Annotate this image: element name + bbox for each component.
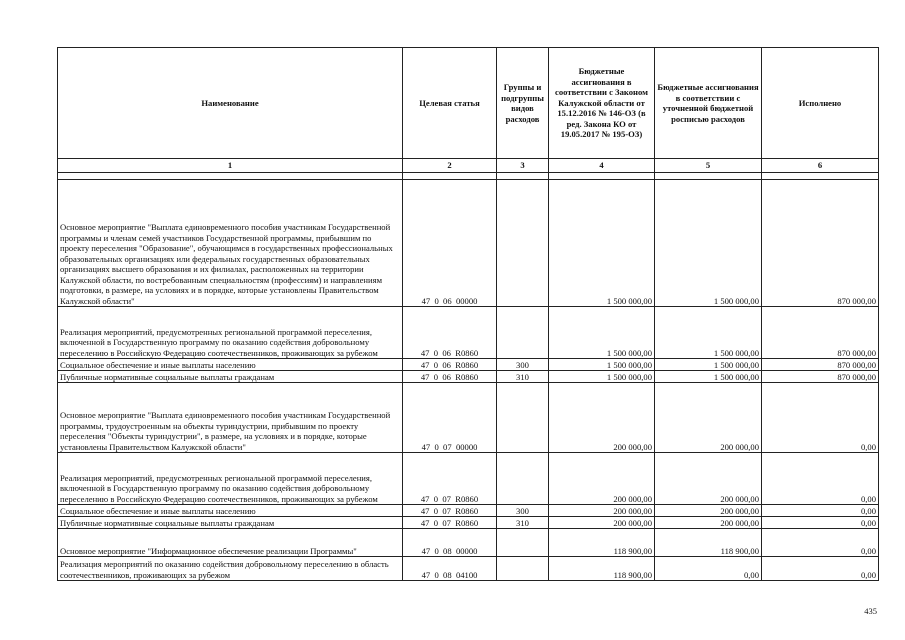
row-expense-group xyxy=(497,557,549,581)
header-law-allocations: Бюджетные ассигнования в соответствии с Законом Калужской области от 15.12.2016 № 146-ОЗ (в ред. Закона КО от 19.05.2017 № 195-ОЗ) xyxy=(549,48,655,159)
row-expense-group: 310 xyxy=(497,371,549,383)
row-expense-group: 300 xyxy=(497,505,549,517)
row-target-code: 47 0 07 R0860 xyxy=(403,517,497,529)
row-name: Реализация мероприятий, предусмотренных региональной программой переселения, включенной в Государственную программу по оказанию содействия добровольному переселению в Российскую Федерацию соотечественников, проживающих за рубежом xyxy=(58,453,403,505)
row-target-code: 47 0 07 R0860 xyxy=(403,453,497,505)
row-law-amount: 200 000,00 xyxy=(549,517,655,529)
row-target-code: 47 0 08 00000 xyxy=(403,529,497,557)
row-expense-group xyxy=(497,180,549,307)
row-refined-amount: 200 000,00 xyxy=(655,453,762,505)
row-refined-amount: 1 500 000,00 xyxy=(655,371,762,383)
row-refined-amount: 0,00 xyxy=(655,557,762,581)
row-law-amount: 1 500 000,00 xyxy=(549,359,655,371)
row-expense-group xyxy=(497,453,549,505)
header-refined-allocations: Бюджетные ассигнования в соответствии с уточненной бюджетной росписью расходов xyxy=(655,48,762,159)
row-law-amount: 1 500 000,00 xyxy=(549,307,655,359)
column-number: 4 xyxy=(549,159,655,173)
header-target-article: Целевая статья xyxy=(403,48,497,159)
row-executed-amount: 0,00 xyxy=(762,557,879,581)
row-executed-amount: 0,00 xyxy=(762,505,879,517)
row-refined-amount: 200 000,00 xyxy=(655,505,762,517)
row-target-code: 47 0 06 00000 xyxy=(403,180,497,307)
column-number: 3 xyxy=(497,159,549,173)
table-row xyxy=(58,517,879,529)
row-executed-amount: 870 000,00 xyxy=(762,180,879,307)
table-row xyxy=(58,359,879,371)
row-executed-amount: 870 000,00 xyxy=(762,371,879,383)
table-row xyxy=(58,505,879,517)
row-expense-group xyxy=(497,529,549,557)
row-target-code: 47 0 07 R0860 xyxy=(403,505,497,517)
column-number: 2 xyxy=(403,159,497,173)
row-executed-amount: 0,00 xyxy=(762,529,879,557)
row-refined-amount: 118 900,00 xyxy=(655,529,762,557)
spacer-row xyxy=(58,173,879,180)
header-expense-groups: Группы и подгруппы видов расходов xyxy=(497,48,549,159)
table-row xyxy=(58,371,879,383)
row-expense-group: 300 xyxy=(497,359,549,371)
header-executed: Исполнено xyxy=(762,48,879,159)
table-row xyxy=(58,383,879,453)
row-law-amount: 118 900,00 xyxy=(549,529,655,557)
row-name: Публичные нормативные социальные выплаты гражданам xyxy=(58,371,403,383)
row-target-code: 47 0 06 R0860 xyxy=(403,371,497,383)
row-name: Реализация мероприятий по оказанию содействия добровольному переселению в область соотечественников, проживающих за рубежом xyxy=(58,557,403,581)
column-number: 1 xyxy=(58,159,403,173)
row-target-code: 47 0 06 R0860 xyxy=(403,359,497,371)
header-name: Наименование xyxy=(58,48,403,159)
row-expense-group xyxy=(497,307,549,359)
row-law-amount: 200 000,00 xyxy=(549,383,655,453)
row-executed-amount: 870 000,00 xyxy=(762,359,879,371)
row-law-amount: 1 500 000,00 xyxy=(549,180,655,307)
table-header-row xyxy=(58,48,879,159)
row-refined-amount: 1 500 000,00 xyxy=(655,307,762,359)
row-executed-amount: 0,00 xyxy=(762,453,879,505)
budget-table xyxy=(57,47,879,581)
row-expense-group: 310 xyxy=(497,517,549,529)
row-target-code: 47 0 08 04100 xyxy=(403,557,497,581)
row-law-amount: 200 000,00 xyxy=(549,453,655,505)
row-executed-amount: 0,00 xyxy=(762,517,879,529)
row-name: Социальное обеспечение и иные выплаты населению xyxy=(58,505,403,517)
table-row xyxy=(58,180,879,307)
column-number: 5 xyxy=(655,159,762,173)
table-row xyxy=(58,307,879,359)
table-row xyxy=(58,529,879,557)
row-name: Основное мероприятие "Выплата единовременного пособия участникам Государственной программы, трудоустроенным на объекты туриндустрии, прибывшим по проекту переселения "Объекты туриндустрии", в размере, на условиях и в порядке, которые установлены Правительством Калужской области" xyxy=(58,383,403,453)
page-number: 435 xyxy=(864,606,877,616)
row-name: Публичные нормативные социальные выплаты гражданам xyxy=(58,517,403,529)
row-name: Основное мероприятие "Информационное обеспечение реализации Программы" xyxy=(58,529,403,557)
row-refined-amount: 1 500 000,00 xyxy=(655,180,762,307)
row-target-code: 47 0 07 00000 xyxy=(403,383,497,453)
column-number: 6 xyxy=(762,159,879,173)
row-refined-amount: 1 500 000,00 xyxy=(655,359,762,371)
row-name: Социальное обеспечение и иные выплаты населению xyxy=(58,359,403,371)
table-row xyxy=(58,557,879,581)
table-row xyxy=(58,453,879,505)
row-name: Основное мероприятие "Выплата единовременного пособия участникам Государственной программы и членам семей участников Государственной программы, прибывшим по проекту переселения "Образование", обучающимся в государственных профессиональных образовательных организациях или федеральных государственных образовательных организациях высшего образования и их филиалах, расположенных на территории Калужской области, по востребованным специальностям (профессиям) и направлениям подготовки, в размере, на условиях и в порядке, которые установлены Правительством Калужской области" xyxy=(58,180,403,307)
row-name: Реализация мероприятий, предусмотренных региональной программой переселения, включенной в Государственную программу по оказанию содействия добровольному переселению в Российскую Федерацию соотечественников, проживающих за рубежом xyxy=(58,307,403,359)
row-executed-amount: 870 000,00 xyxy=(762,307,879,359)
row-law-amount: 118 900,00 xyxy=(549,557,655,581)
row-refined-amount: 200 000,00 xyxy=(655,383,762,453)
row-target-code: 47 0 06 R0860 xyxy=(403,307,497,359)
row-expense-group xyxy=(497,383,549,453)
row-law-amount: 200 000,00 xyxy=(549,505,655,517)
row-law-amount: 1 500 000,00 xyxy=(549,371,655,383)
row-executed-amount: 0,00 xyxy=(762,383,879,453)
row-refined-amount: 200 000,00 xyxy=(655,517,762,529)
column-number-row xyxy=(58,159,879,173)
